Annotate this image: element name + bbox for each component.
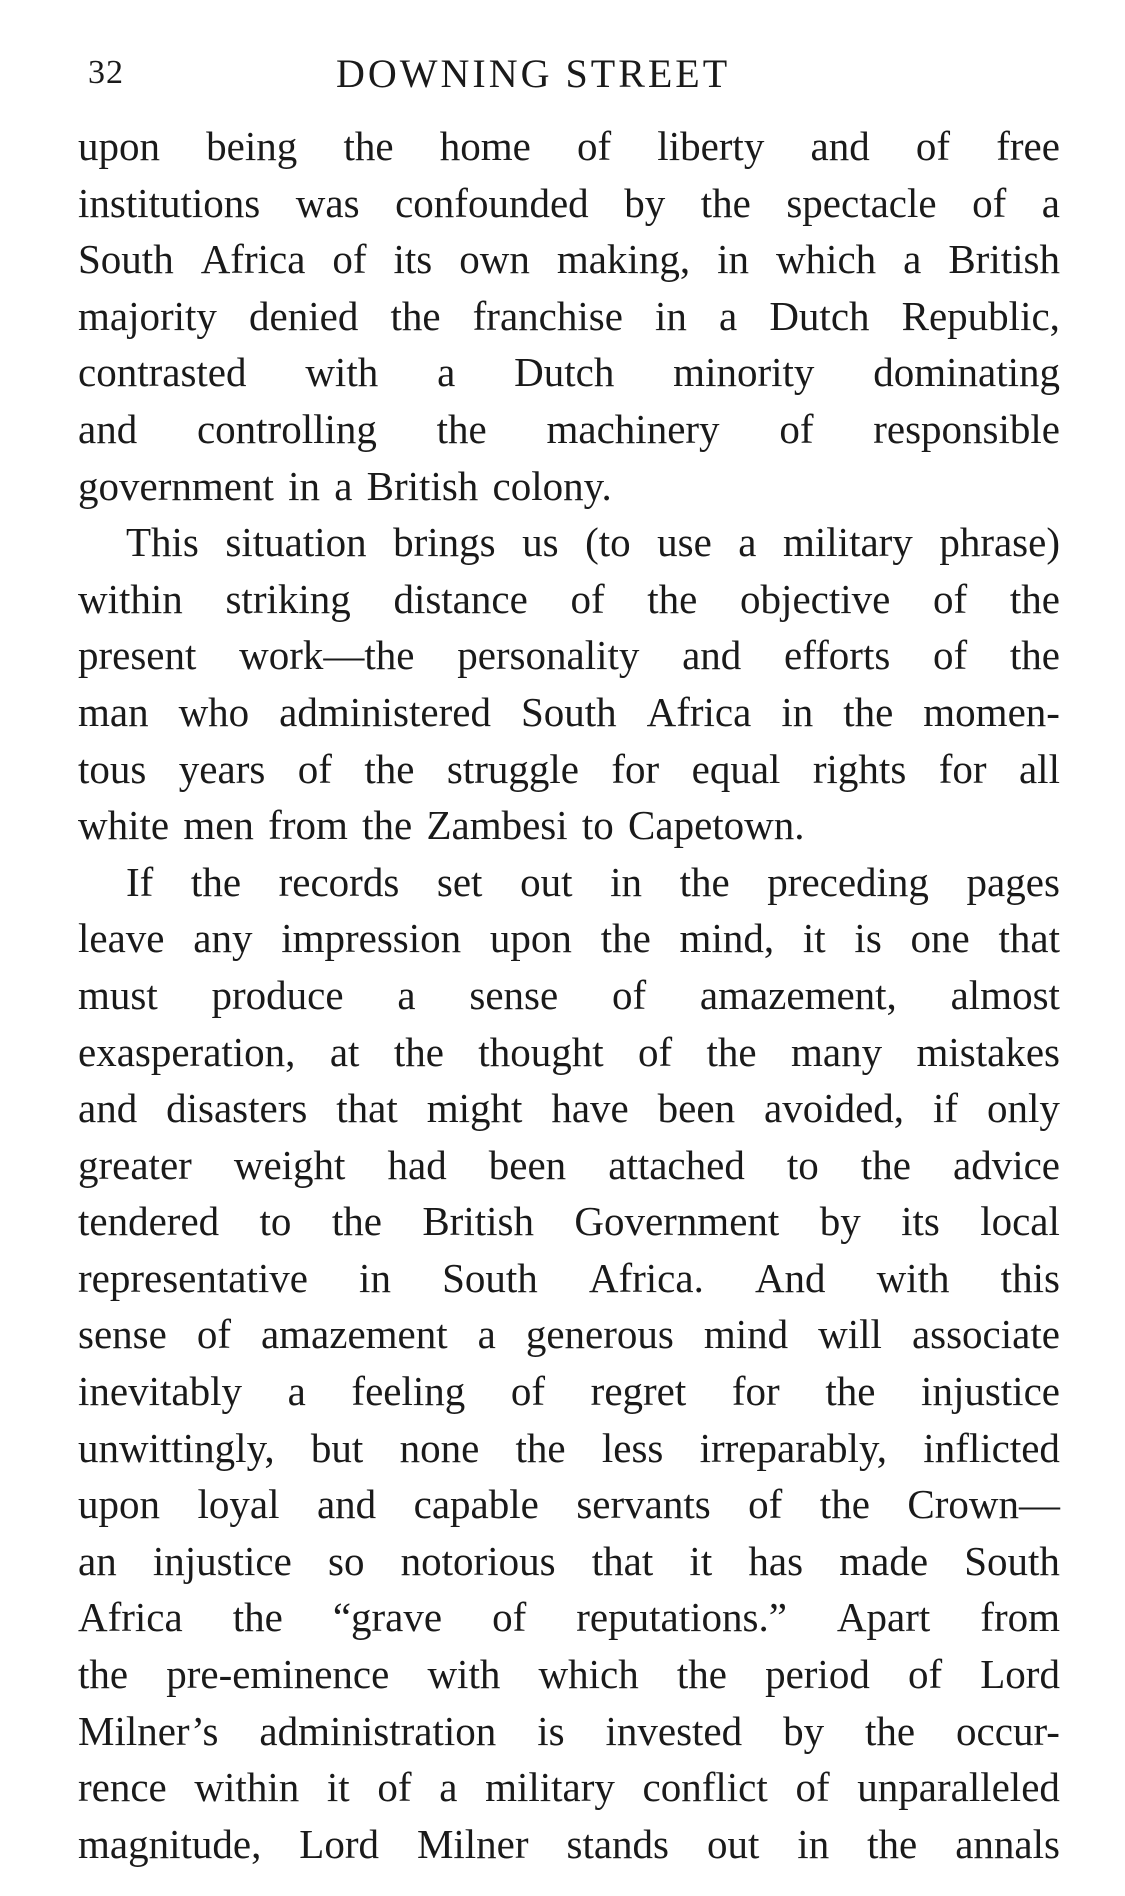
running-title: DOWNING STREET bbox=[336, 51, 731, 96]
text-line: and controlling the machinery of responsible bbox=[78, 405, 1060, 452]
paragraph bbox=[78, 854, 1060, 1873]
text-line: sense of amazement a generous mind will associate bbox=[78, 1311, 1060, 1358]
text-line: inevitably a feeling of regret for the injustice bbox=[78, 1368, 1060, 1415]
text-line: greater weight had been attached to the advice bbox=[78, 1141, 1060, 1188]
text-line: within striking distance of the objective of the bbox=[78, 575, 1060, 622]
body-text bbox=[78, 118, 1060, 1872]
text-line: This situation brings us (to use a military phrase) bbox=[126, 519, 1060, 566]
text-line: an injustice so notorious that it has made South bbox=[78, 1537, 1060, 1584]
text-line: the pre-eminence with which the period of Lord bbox=[78, 1651, 1060, 1698]
text-line: government in a British colony. bbox=[78, 462, 612, 509]
text-line: South Africa of its own making, in which a British bbox=[78, 236, 1060, 283]
text-line: upon being the home of liberty and of free bbox=[78, 123, 1060, 169]
text-line: tendered to the British Government by its local bbox=[78, 1198, 1060, 1245]
text-line: institutions was confounded by the spectacle of a bbox=[78, 179, 1060, 226]
page-number: 32 bbox=[88, 54, 124, 91]
text-line: rence within it of a military conflict of unparalleled bbox=[78, 1764, 1060, 1811]
text-line: magnitude, Lord Milner stands out in the annals bbox=[78, 1820, 1060, 1867]
text-line: upon loyal and capable servants of the Crown— bbox=[78, 1481, 1060, 1528]
text-line: majority denied the franchise in a Dutch Republic, bbox=[78, 292, 1060, 339]
text-line: man who administered South Africa in the momen- bbox=[78, 688, 1060, 735]
text-line: white men from the Zambesi to Capetown. bbox=[78, 802, 805, 849]
text-line: must produce a sense of amazement, almost bbox=[78, 971, 1060, 1018]
text-line: and disasters that might have been avoided, if only bbox=[78, 1085, 1060, 1132]
text-line: representative in South Africa. And with this bbox=[78, 1254, 1060, 1301]
text-line: Africa the “grave of reputations.” Apart from bbox=[78, 1594, 1060, 1641]
text-line: exasperation, at the thought of the many mistakes bbox=[78, 1028, 1060, 1075]
text-line: Milner’s administration is invested by the occur- bbox=[78, 1707, 1060, 1754]
paragraph bbox=[78, 118, 1060, 514]
paragraph bbox=[78, 514, 1060, 854]
text-line: leave any impression upon the mind, it is one that bbox=[78, 915, 1060, 962]
text-line: tous years of the struggle for equal rights for all bbox=[78, 745, 1060, 792]
text-line: present work—the personality and efforts of the bbox=[78, 632, 1060, 679]
text-line: If the records set out in the preceding pages bbox=[126, 858, 1060, 905]
text-line: unwittingly, but none the less irreparably, inflicted bbox=[78, 1424, 1060, 1471]
text-line: contrasted with a Dutch minority dominating bbox=[78, 349, 1060, 396]
page-header bbox=[88, 46, 1048, 106]
